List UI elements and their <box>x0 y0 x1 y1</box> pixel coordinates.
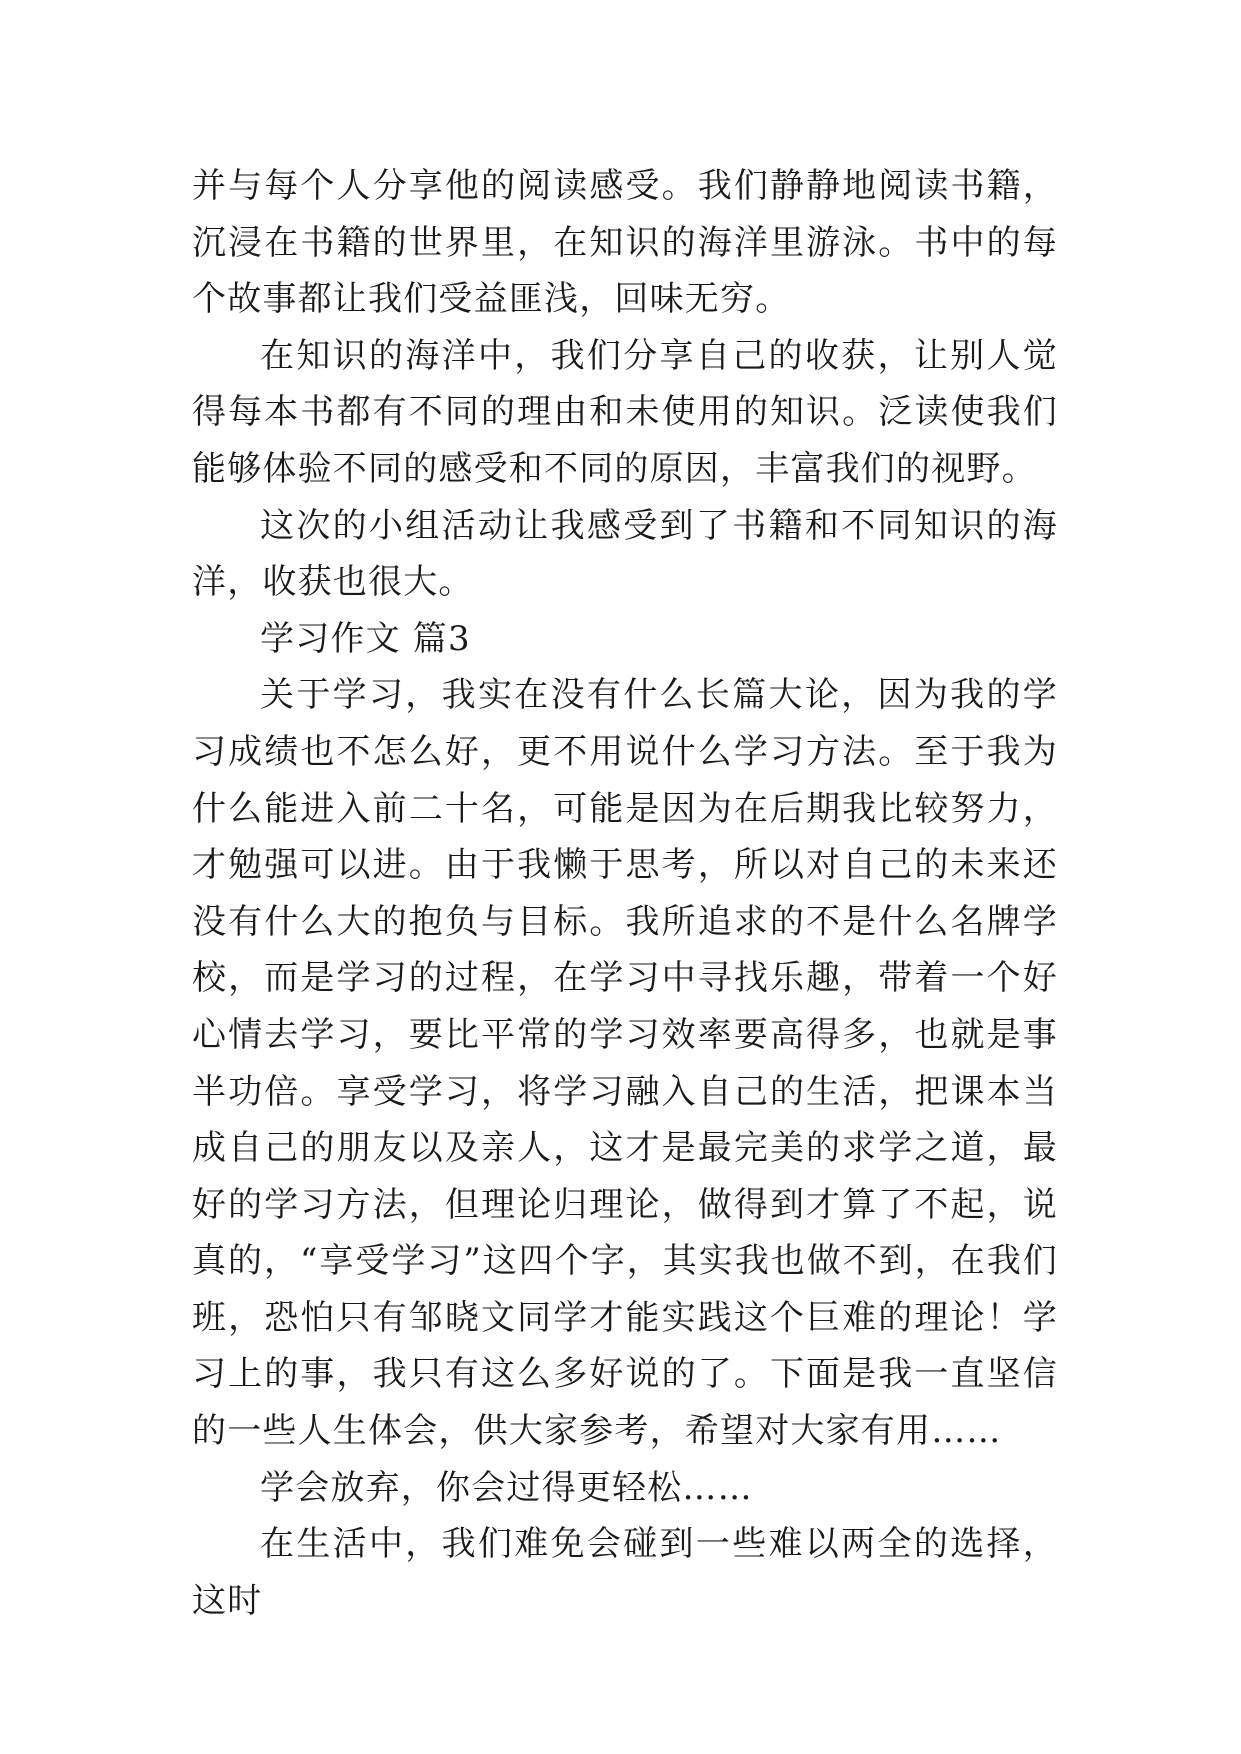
section-heading: 学习作文 篇3 <box>260 618 471 659</box>
paragraph-knowledge-ocean: 在知识的海洋中，我们分享自己的收获，让别人觉得每本书都有不同的理由和未使用的知识。泛读使我们能够体验不同的感受和不同的原因，丰富我们的视野。 <box>192 335 1058 489</box>
paragraph-group-activity: 这次的小组活动让我感受到了书籍和不同知识的海洋，收获也很大。 <box>192 505 1058 603</box>
paragraph-life-choices: 在生活中，我们难免会碰到一些难以两全的选择，这时 <box>192 1524 1058 1621</box>
paragraph-about-learning: 关于学习，我实在没有什么长篇大论，因为我的学习成绩也不怎么好，更不用说什么学习方法。至于我为什么能进入前二十名，可能是因为在后期我比较努力，才勉强可以进。由于我懒于思考，所以对自己的未来还没有什么大的抱负与目标。我所追求的不是什么名牌学校，而是学习的过程，在学习中寻找乐趣，带着一个好心情去学习，要比平常的学习效率要高得多，也就是事半功倍。享受学习，将学习融入自己的生活，把课本当成自己的朋友以及亲人，这才是最完美的求学之道，最好的学习方法，但理论归理论，做得到才算了不起，说真的，“享受学习”这四个字，其实我也做不到，在我们班，恐怕只有邹晓文同学才能实践这个巨难的理论！学习上的事，我只有这么多好说的了。下面是我一直坚信的一些人生体会，供大家参考，希望对大家有用…… <box>192 675 1058 1452</box>
document-body <box>192 158 1058 1629</box>
paragraph-learn-to-let-go: 学会放弃，你会过得更轻松…… <box>260 1467 753 1508</box>
paragraph-reading-sharing: 并与每个人分享他的阅读感受。我们静静地阅读书籍，沉浸在书籍的世界里，在知识的海洋里游泳。书中的每个故事都让我们受益匪浅，回味无穷。 <box>192 166 1058 320</box>
